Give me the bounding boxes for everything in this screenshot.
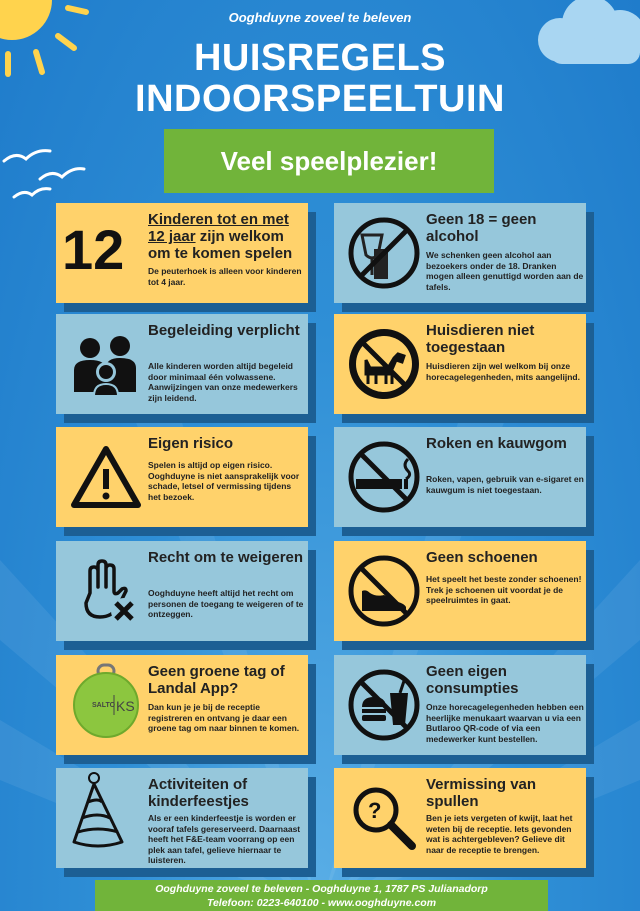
stop-hand-icon [68, 553, 144, 629]
rule-title: Activiteiten of kinderfeestjes [148, 776, 249, 810]
rule-title: Begeleiding verplicht [148, 322, 300, 339]
rule-title: Roken en kauwgom [426, 435, 567, 452]
footer-contact: Telefoon: 0223-640100 - www.ooghduyne.com [206, 897, 437, 909]
rule-body: Ben je iets vergeten of kwijt, laat het weten bij de receptie. Iets gevonden wat is achtergebleven? Gelieve dit naar de receptie te brengen. [426, 813, 573, 855]
rule-title [148, 211, 304, 262]
svg-text:?: ? [368, 798, 382, 823]
tagline: Ooghduyne zoveel te beleven [228, 10, 412, 25]
rule-card-smoking [334, 427, 586, 527]
title-line-2: INDOORSPEELTUIN [135, 78, 505, 120]
rule-body: Als er een kinderfeestje is worden er vooraf tafels gereserveerd. Daarnaast heeft het F&E-team voorrang op een plek aan tafel, gelieve hiernaar te luisteren. [148, 813, 301, 865]
rule-body: Het speelt het beste zonder schoenen! Trek je schoenen uit voordat je de speelruimtes in gaat. [426, 574, 582, 605]
rule-card-party [56, 768, 308, 868]
rule-body: Dan kun je je bij de receptie registreren en ontvang je daar een groene tag om naar binnen te komen. [148, 702, 300, 733]
rule-title: Geen groene tag of Landal App? [148, 663, 285, 697]
party-hat-icon [68, 772, 144, 848]
rule-card-tag [56, 655, 308, 755]
rule-title: Geen 18 = geen alcohol [426, 211, 537, 245]
search-question-icon [346, 780, 422, 856]
no-food-icon [346, 667, 422, 743]
rule-body: Spelen is altijd op eigen risico. Ooghduyne is niet aansprakelijk voor schade, letsel of vermissing tijdens het bezoek. [148, 460, 300, 502]
warning-icon [68, 439, 144, 515]
number-12-icon: 12 [62, 218, 125, 281]
rule-title: Vermissing van spullen [426, 776, 537, 810]
rule-title: Recht om te weigeren [148, 549, 304, 566]
footer-address: Ooghduyne zoveel te beleven - Ooghduyne 1, 1787 PS Julianadorp [155, 883, 488, 895]
rule-body: Alle kinderen worden altijd begeleid door minimaal één volwassene. Aanwijzingen van onze medewerkers zijn leidend. [148, 361, 298, 403]
no-shoes-icon [346, 553, 422, 629]
rule-body: De peuterhoek is alleen voor kinderen tot 4 jaar. [148, 266, 302, 287]
family-icon [68, 326, 144, 402]
rule-card-shoes [334, 541, 586, 641]
rule-body: Onze horecagelegenheden hebben een heerlijke menukaart waarvan u via een Butlaroo QR-code of via een medewerker kunt bestellen. [426, 702, 584, 744]
rule-card-age [56, 203, 308, 303]
no-pets-icon [346, 326, 422, 402]
rule-title: Geen eigen consumpties [426, 663, 519, 697]
rule-body: We schenken geen alcohol aan bezoekers onder de 18. Dranken mogen alleen genuttigd worden aan de tafels. [426, 250, 584, 292]
tag-brand: SALTO [92, 702, 116, 709]
title-line-1: HUISREGELS [193, 37, 447, 79]
rule-card-alcohol [334, 203, 586, 303]
green-tag-icon [68, 663, 144, 739]
tag-text: KS [116, 698, 135, 714]
rule-body: Ooghduyne heeft altijd het recht om personen de toegang te weigeren of te ontzeggen. [148, 588, 304, 619]
rule-body: Roken, vapen, gebruik van e-sigaret en kauwgum is niet toegestaan. [426, 474, 584, 495]
no-smoking-icon [346, 439, 422, 515]
page-title [0, 38, 640, 120]
birds-icon [0, 145, 90, 205]
rule-card-consumption [334, 655, 586, 755]
rule-card-refuse [56, 541, 308, 641]
rule-title-part: Kinderen tot en met [148, 211, 289, 228]
rule-card-risk [56, 427, 308, 527]
rule-card-lost-items [334, 768, 586, 868]
rule-card-pets [334, 314, 586, 414]
rule-card-supervision [56, 314, 308, 414]
rule-title-part: 12 jaar [148, 228, 196, 245]
rule-title: Huisdieren niet toegestaan [426, 322, 535, 356]
rule-title-part: zijn welkom om te komen spelen [148, 228, 293, 262]
banner: Veel speelplezier! [164, 129, 494, 193]
footer [95, 880, 548, 911]
rule-title: Geen schoenen [426, 549, 538, 566]
rule-body: Huisdieren zijn wel welkom bij onze horecagelegenheden, mits aangelijnd. [426, 361, 580, 382]
rule-title: Eigen risico [148, 435, 234, 452]
no-alcohol-icon [346, 215, 422, 291]
